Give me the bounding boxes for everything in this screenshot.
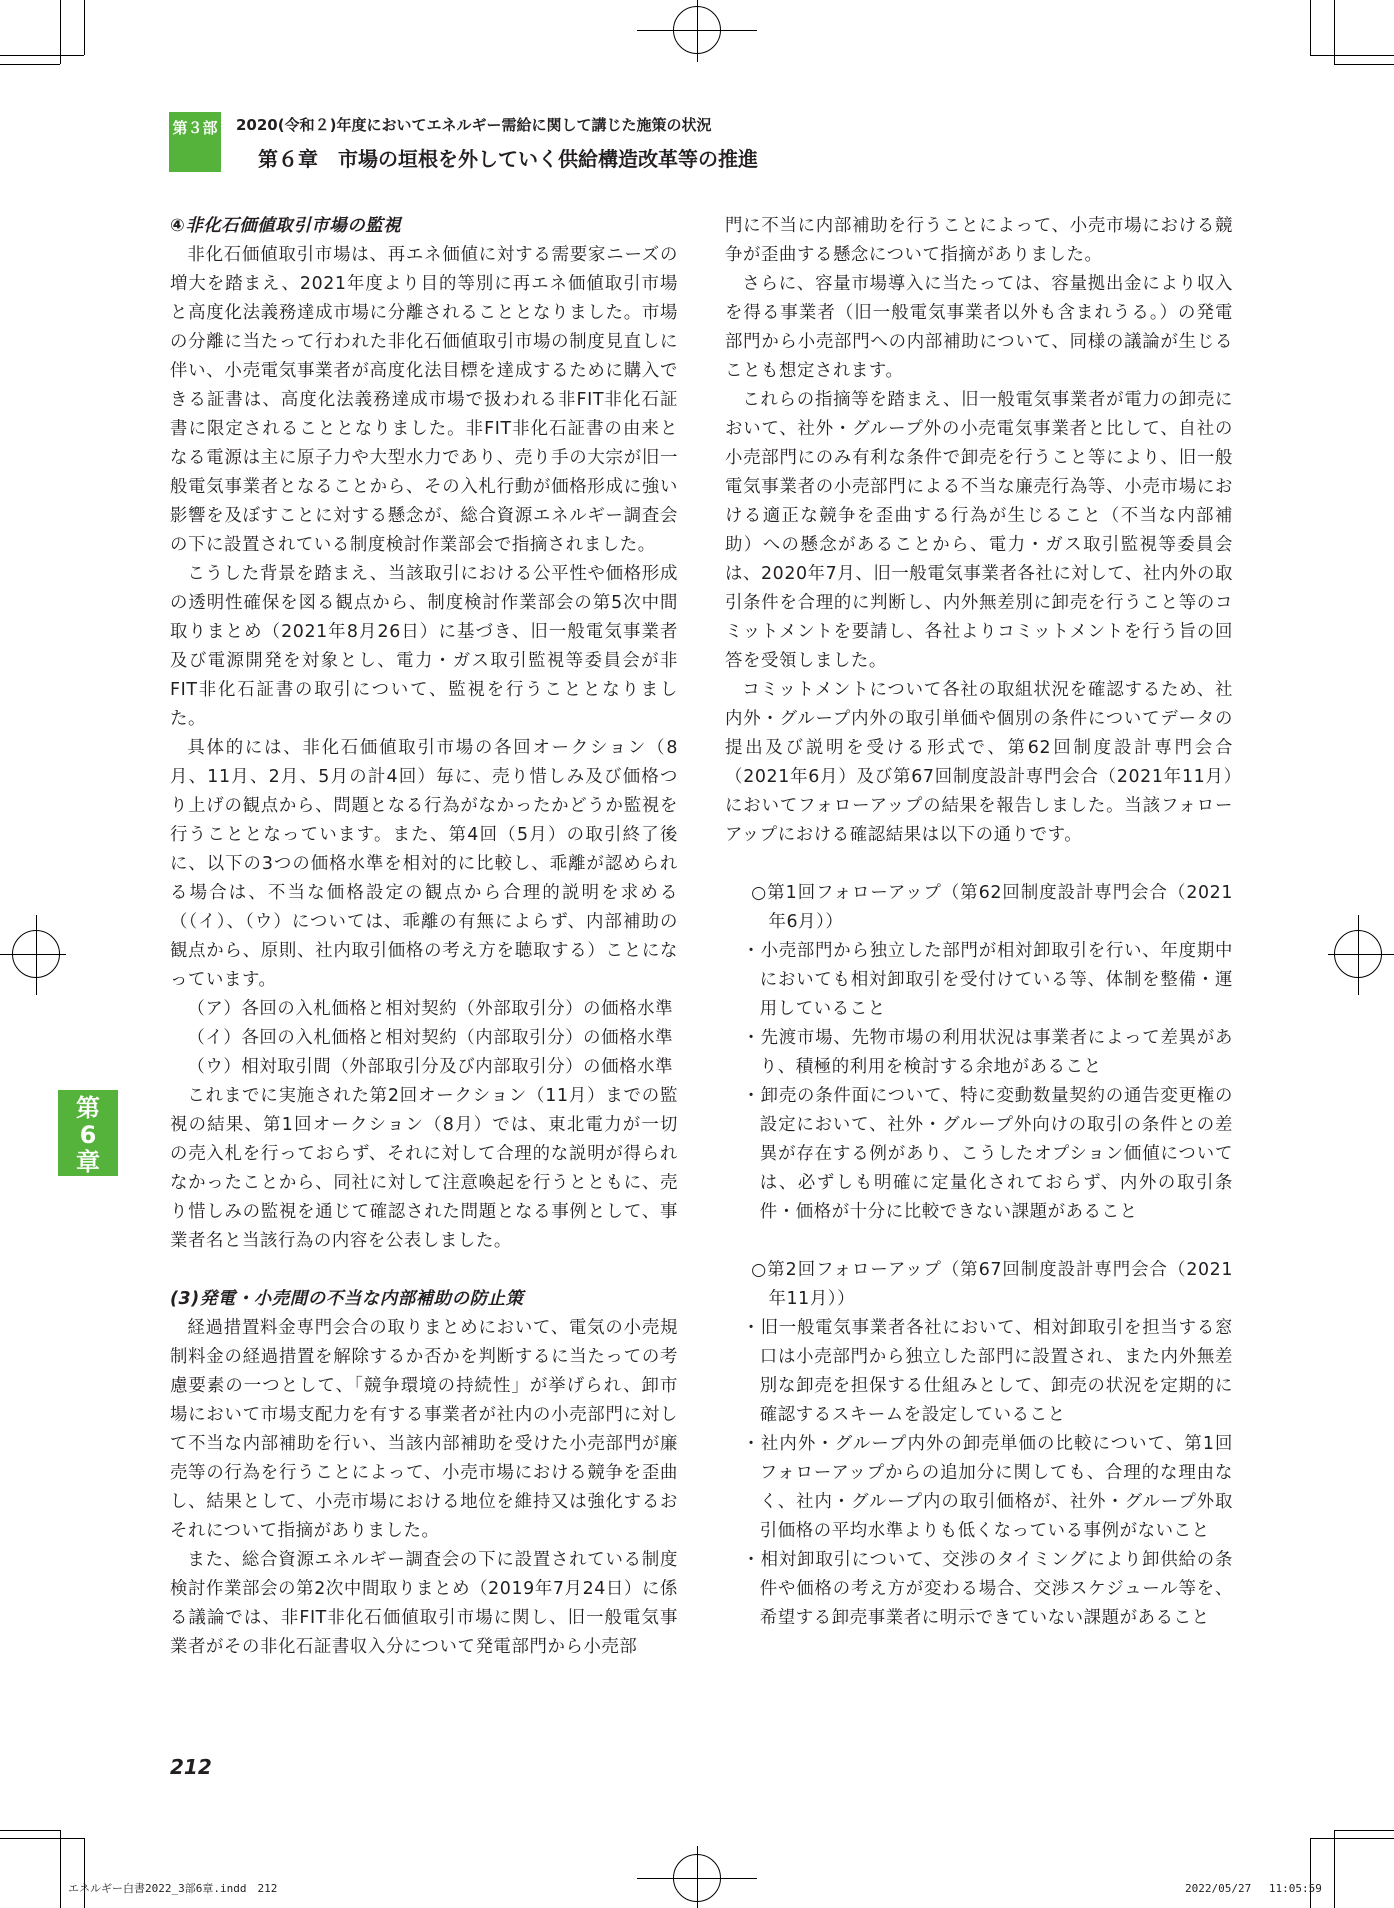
paragraph: これまでに実施された第2回オークション（11月）までの監視の結果、第1回オークション（8月）では、東北電力が一切の売入札を行っておらず、それに対して合理的な説明が得られなかったことから、同社に対して注意喚起を行うとともに、売り惜しみの監視を通じて確認された問題となる事例として、事業者名と当該行為の内容を公表しました。 (170, 1086, 678, 1251)
crop-mark (1334, 64, 1394, 65)
crop-mark (1310, 1838, 1394, 1839)
header-accent-bar (169, 142, 221, 172)
crop-mark (84, 1838, 85, 1908)
crop-mark (1334, 1830, 1394, 1831)
registration-mark-line (36, 915, 37, 995)
page-number: 212 (170, 1755, 212, 1779)
section-heading-nonfossil-monitoring: ④非化石価値取引市場の監視 (170, 216, 402, 236)
paragraph: 門に不当に内部補助を行うことによって、小売市場における競争が歪曲する懸念について指摘がありました。 (725, 216, 1233, 265)
paragraph: こうした背景を踏まえ、当該取引における公平性や価格形成の透明性確保を図る観点から、制度検討作業部会の第5次中間取りまとめ（2021年8月26日）に基づき、旧一般電気事業者及び電源開発を対象とし、電力・ガス取引監視等委員会が非FIT非化石証書の取引について、監視を行うこととなりました。 (170, 564, 678, 729)
list-item: ・卸売の条件面について、特に変動数量契約の通告変更権の設定において、社外・グループ外向けの取引の条件との差異が存在する例があり、こうしたオプション価値については、必ずしも明確に定量化されておらず、内外の取引条件・価格が十分に比較できない課題があること (742, 1086, 1233, 1222)
list-item: （イ）各回の入札価格と相対契約（内部取引分）の価格水準 (187, 1028, 674, 1048)
crop-mark (84, 0, 85, 55)
paragraph: 非化石価値取引市場は、再エネ価値に対する需要家ニーズの増大を踏まえ、2021年度より目的等別に再エネ価値取引市場と高度化法義務達成市場に分離されることとなりました。市場の分離に当たって行われた非化石価値取引市場の制度見直しに伴い、小売電気事業者が高度化法目標を達成するために購入できる証書は、高度化法義務達成市場で扱われる非FIT非化石証書に限定されることとなりました。非FIT非化石証書の由来となる電源は主に原子力や大型水力であり、売り手の大宗が旧一般電気事業者となることから、その入札行動が価格形成に強い影響を及ぼすことに対する懸念が、総合資源エネルギー調査会の下に設置されている制度検討作業部会で指摘されました。 (170, 245, 678, 555)
registration-mark-line (697, 1846, 698, 1908)
chapter-title: 第６章 市場の垣根を外していく供給構造改革等の推進 (258, 147, 758, 171)
list-item: ・旧一般電気事業者各社において、相対卸取引を担当する窓口は小売部門から独立した部門に設置され、また内外無差別な卸売を担保する仕組みとして、卸売の状況を定期的に確認するスキームを設定していること (742, 1318, 1233, 1425)
chapter-side-tab-label: 第6章 (76, 1094, 100, 1176)
registration-mark-line (1328, 954, 1394, 955)
paragraph: これらの指摘等を踏まえ、旧一般電気事業者が電力の卸売において、社外・グループ外の小売電気事業者と比して、自社の小売部門にのみ有利な条件で卸売を行うこと等により、旧一般電気事業者の小売部門による不当な廉売行為等、小売市場における適正な競争を歪曲する行為が生じること（不当な内部補助）への懸念があることから、電力・ガス取引監視等委員会は、2020年7月、旧一般電気事業者各社に対して、社内外の取引条件を合理的に判断し、内外無差別に卸売を行うこと等のコミットメントを要請し、各社よりコミットメントを行う旨の回答を受領しました。 (725, 390, 1233, 671)
footer-timestamp: 2022/05/27 11:05:59 (1185, 1882, 1322, 1895)
footer-file-info: エネルギー白書2022_3部6章.indd 212 (68, 1882, 278, 1895)
crop-mark (1310, 55, 1394, 56)
list-item: （ウ）相対取引間（外部取引分及び内部取引分）の価格水準 (187, 1057, 674, 1077)
crop-mark (0, 64, 60, 65)
followup-2-title: ○第2回フォローアップ（第67回制度設計専門会合（2021年11月）） (751, 1260, 1233, 1309)
right-column (725, 212, 1233, 1633)
crop-mark (1334, 1830, 1335, 1908)
list-item: ・先渡市場、先物市場の利用状況は事業者によって差異があり、積極的利用を検討する余地があること (742, 1028, 1233, 1077)
crop-mark (0, 1830, 60, 1831)
paragraph: また、総合資源エネルギー調査会の下に設置されている制度検討作業部会の第2次中間取りまとめ（2019年7月24日）に係る議論では、非FIT非化石価値取引市場に関し、旧一般電気事業者がその非化石証書収入分について発電部門から小売部 (170, 1550, 678, 1657)
list-item: （ア）各回の入札価格と相対契約（外部取引分）の価格水準 (187, 999, 674, 1019)
paragraph: さらに、容量市場導入に当たっては、容量拠出金により収入を得る事業者（旧一般電気事業者以外も含まれうる。）の発電部門から小売部門への内部補助について、同様の議論が生じることも想定されます。 (725, 274, 1233, 381)
crop-mark (0, 55, 84, 56)
registration-mark-line (0, 954, 66, 955)
registration-mark-line (1358, 915, 1359, 995)
crop-mark (60, 1830, 61, 1908)
list-item: ・社内外・グループ内外の卸売単価の比較について、第1回フォローアップからの追加分に関しても、合理的な理由なく、社内・グループ内の取引価格が、社外・グループ外取引価格の平均水準よりも低くなっている事例がないこと (742, 1434, 1233, 1541)
paragraph: 経過措置料金専門会合の取りまとめにおいて、電気の小売規制料金の経過措置を解除するか否かを判断するに当たっての考慮要素の一つとして、「競争環境の持続性」が挙げられ、卸市場において市場支配力を有する事業者が社内の小売部門に対して不当な内部補助を行い、当該内部補助を受けた小売部門が廉売等の行為を行うことによって、小売市場における競争を歪曲し、結果として、小売市場における地位を維持又は強化するおそれについて指摘がありました。 (170, 1318, 678, 1541)
registration-mark-line (697, 0, 698, 62)
crop-mark (1310, 1838, 1311, 1908)
section-heading-internal-subsidy: (3)発電・小売間の不当な内部補助の防止策 (170, 1289, 524, 1309)
crop-mark (1310, 0, 1311, 55)
list-item: ・小売部門から独立した部門が相対卸取引を行い、年度期中においても相対卸取引を受付けている等、体制を整備・運用していること (742, 941, 1233, 1019)
followup-1-title: ○第1回フォローアップ（第62回制度設計専門会合（2021年6月）） (751, 883, 1233, 932)
crop-mark (1334, 0, 1335, 64)
paragraph: コミットメントについて各社の取組状況を確認するため、社内外・グループ内外の取引単価や個別の条件についてデータの提出及び説明を受ける形式で、第62回制度設計専門会合（2021年6月）及び第67回制度設計専門会合（2021年11月）においてフォローアップの結果を報告しました。当該フォローアップにおける確認結果は以下の通りです。 (725, 680, 1233, 845)
crop-mark (60, 0, 61, 64)
crop-mark (0, 1838, 84, 1839)
paragraph: 具体的には、非化石価値取引市場の各回オークション（8月、11月、2月、5月の計4回）毎に、売り惜しみ及び価格つり上げの観点から、問題となる行為がなかったかどうか監視を行うこととなっています。また、第4回（5月）の取引終了後に、以下の3つの価格水準を相対的に比較し、乖離が認められる場合は、不当な価格設定の観点から合理的説明を求める（（イ）、（ウ）については、乖離の有無によらず、内部補助の観点から、原則、社内取引価格の考え方を聴取する）ことになっています。 (170, 738, 678, 990)
chapter-side-tab (58, 1090, 118, 1176)
left-column (170, 212, 678, 1662)
part-badge: 第３部 (169, 112, 221, 142)
part-title: 2020(令和２)年度においてエネルギー需給に関して講じた施策の状況 (236, 116, 712, 134)
list-item: ・相対卸取引について、交渉のタイミングにより卸供給の条件や価格の考え方が変わる場合、交渉スケジュール等を、希望する卸売事業者に明示できていない課題があること (742, 1550, 1233, 1628)
